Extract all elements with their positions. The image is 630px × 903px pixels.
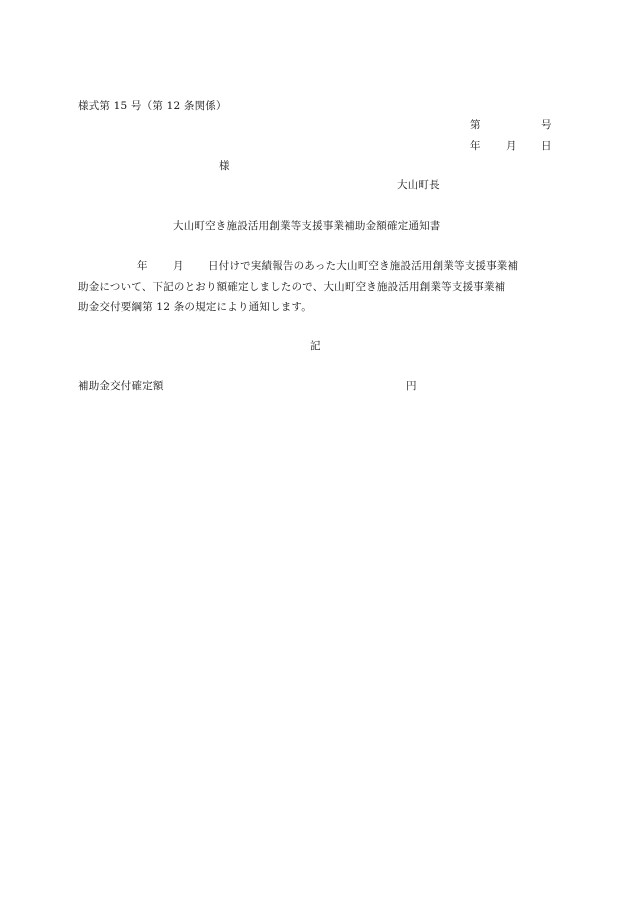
ki-heading: 記 bbox=[310, 340, 321, 352]
body-line-3: 助金交付要綱第 12 条の規定により通知します。 bbox=[78, 301, 312, 313]
body-year: 年 bbox=[137, 260, 148, 272]
body-line-2: 助金について、下記のとおり額確定しましたので、大山町空き施設活用創業等支援事業補 bbox=[78, 281, 506, 293]
amount-label: 補助金交付確定額 bbox=[78, 380, 164, 392]
form-number: 様式第 15 号（第 12 条関係） bbox=[78, 100, 227, 112]
date-day: 日 bbox=[541, 140, 552, 152]
date-year: 年 bbox=[470, 140, 481, 152]
body-month: 月 bbox=[173, 260, 184, 272]
sender-name: 大山町長 bbox=[397, 179, 440, 191]
ref-number-prefix: 第 bbox=[470, 119, 481, 131]
recipient-suffix: 様 bbox=[219, 160, 230, 172]
amount-unit: 円 bbox=[406, 380, 417, 392]
date-month: 月 bbox=[506, 140, 517, 152]
body-line-1: 日付けで実績報告のあった大山町空き施設活用創業等支援事業補 bbox=[208, 260, 519, 272]
document-title: 大山町空き施設活用創業等支援事業補助金額確定通知書 bbox=[173, 220, 441, 232]
ref-number-suffix: 号 bbox=[541, 119, 552, 131]
